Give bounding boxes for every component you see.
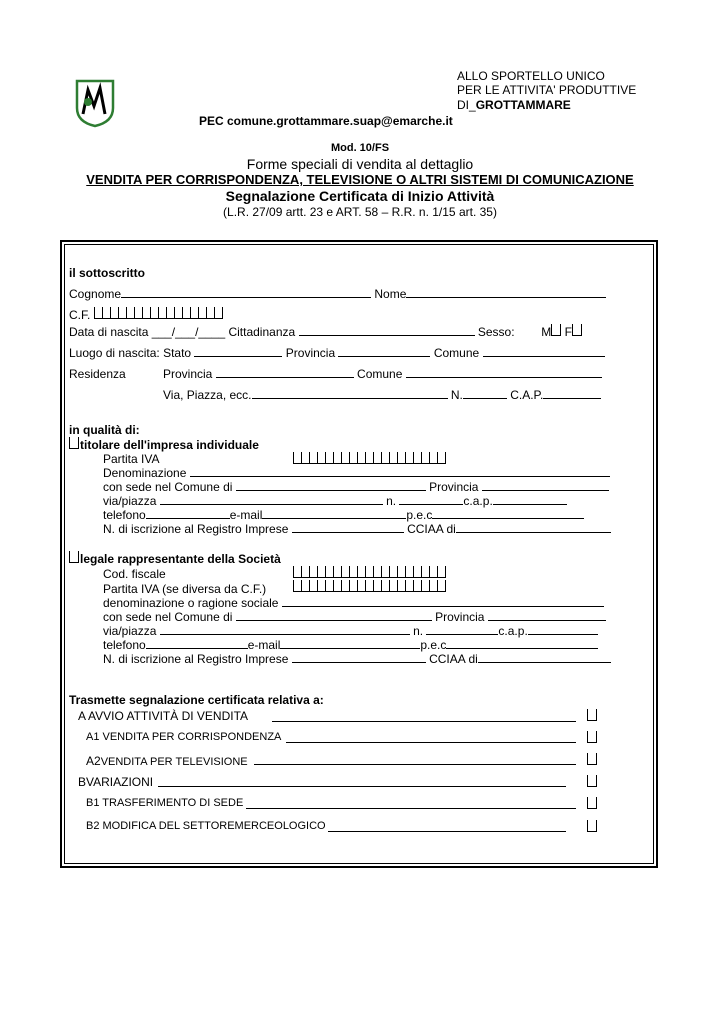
- legale-piva-boxes[interactable]: [293, 580, 446, 595]
- provincia-residenza-field[interactable]: [216, 367, 354, 378]
- legale-cap-field[interactable]: [528, 624, 598, 635]
- option-a-checkbox[interactable]: [587, 709, 597, 721]
- title-line-2: VENDITA PER CORRISPONDENZA, TELEVISIONE O ALTRI SISTEMI DI COMUNICAZIONE: [86, 172, 634, 187]
- titolare-denominazione-field[interactable]: [190, 466, 610, 477]
- sesso-f-checkbox[interactable]: [572, 324, 582, 336]
- option-a1-label: A1 VENDITA PER CORRISPONDENZA: [86, 731, 282, 743]
- option-a-line: [272, 711, 576, 722]
- titolare-telefono-field[interactable]: [146, 508, 230, 519]
- titolare-denominazione-row: Denominazione: [103, 466, 610, 480]
- residenza-label: Residenza: [69, 367, 126, 381]
- titolare-comune-field[interactable]: [236, 480, 426, 491]
- titolare-contatti-row: telefono e-mail p.e.c: [103, 508, 584, 522]
- qualita-heading: in qualità di:: [69, 423, 140, 437]
- cap-field[interactable]: [543, 388, 601, 399]
- legale-piva-label: Partita IVA (se diversa da C.F.): [103, 582, 267, 596]
- comune-residenza-field[interactable]: [406, 367, 602, 378]
- comune-name: GROTTAMMARE: [475, 98, 571, 112]
- comune-nascita-field[interactable]: [483, 346, 605, 357]
- trasmette-heading: Trasmette segnalazione certificata relativa a:: [69, 693, 324, 707]
- legale-checkbox[interactable]: [69, 551, 79, 563]
- titolare-row: titolare dell'impresa individuale: [69, 437, 259, 452]
- via-row: Via, Piazza, ecc. N. C.A.P.: [163, 388, 601, 402]
- legale-codfiscale-label: Cod. fiscale: [103, 567, 166, 581]
- option-b1-line: [246, 798, 576, 809]
- address-line-2: PER LE ATTIVITA' PRODUTTIVE: [457, 83, 637, 97]
- mod-number: Mod. 10/FS: [330, 142, 390, 154]
- option-a-label: A AVVIO ATTIVITÀ DI VENDITA: [78, 709, 249, 723]
- titolare-sede-row: con sede nel Comune di Provincia: [103, 480, 609, 494]
- cf-row: C.F.: [69, 307, 223, 322]
- legale-pec-field[interactable]: [446, 638, 598, 649]
- titolare-registro-row: N. di iscrizione al Registro Imprese CCIAA di: [103, 522, 611, 536]
- option-a2-line: [254, 754, 576, 765]
- legale-denominazione-row: denominazione o ragione sociale: [103, 596, 604, 610]
- nascita-row: Data di nascita ___/___/____ Cittadinanza Sesso: M F: [69, 324, 582, 339]
- option-b2-label: B2 MODIFICA DEL SETTOREMERCEOLOGICO: [86, 820, 326, 832]
- legale-via-field[interactable]: [160, 624, 410, 635]
- titolare-n-field[interactable]: [399, 494, 463, 505]
- option-a1-checkbox[interactable]: [587, 731, 597, 743]
- pec-address: PEC comune.grottammare.suap@emarche.it: [199, 114, 453, 128]
- legale-row: legale rappresentante della Società: [69, 551, 281, 566]
- legale-registro-row: N. di iscrizione al Registro Imprese CCIAA di: [103, 652, 611, 666]
- luogo-nascita-row: Luogo di nascita: Stato Provincia Comune: [69, 346, 605, 360]
- cittadinanza-field[interactable]: [299, 325, 475, 336]
- nome-field[interactable]: [406, 287, 606, 298]
- titolare-pec-field[interactable]: [432, 508, 584, 519]
- legale-comune-field[interactable]: [236, 610, 432, 621]
- option-b-line: [158, 776, 566, 787]
- legale-email-field[interactable]: [280, 638, 420, 649]
- titolare-via-row: via/piazza n. c.a.p.: [103, 494, 567, 508]
- option-a2-label: A2VENDITA PER TELEVISIONE: [86, 754, 248, 768]
- title-line-1: Forme speciali di vendita al dettaglio: [246, 156, 474, 172]
- cognome-row: Cognome Nome: [69, 287, 606, 301]
- provincia-nascita-field[interactable]: [338, 346, 430, 357]
- option-b-label: BVARIAZIONI: [78, 775, 154, 789]
- address-line-3: DI_GROTTAMMARE: [457, 98, 571, 112]
- sottoscritto-heading: il sottoscritto: [69, 266, 146, 280]
- legale-cciaa-field[interactable]: [478, 652, 611, 663]
- titolare-checkbox[interactable]: [69, 437, 79, 449]
- option-a1-line: [286, 732, 576, 743]
- titolare-via-field[interactable]: [160, 494, 383, 505]
- option-b1-label: B1 TRASFERIMENTO DI SEDE: [86, 797, 244, 809]
- option-b2-checkbox[interactable]: [587, 820, 597, 832]
- regione-marche-logo: [74, 78, 116, 128]
- residenza-row: Provincia Comune: [163, 367, 602, 381]
- titolare-registro-field[interactable]: [292, 522, 404, 533]
- stato-field[interactable]: [194, 346, 282, 357]
- legale-denominazione-field[interactable]: [282, 596, 604, 607]
- option-b-checkbox[interactable]: [587, 775, 597, 787]
- sesso-m-checkbox[interactable]: [551, 324, 561, 336]
- cf-boxes[interactable]: [94, 307, 223, 319]
- title-line-4: (L.R. 27/09 artt. 23 e ART. 58 – R.R. n. 1/15 art. 35): [223, 205, 497, 219]
- titolare-cap-field[interactable]: [493, 494, 567, 505]
- via-field[interactable]: [252, 388, 448, 399]
- titolare-provincia-field[interactable]: [482, 480, 609, 491]
- titolare-email-field[interactable]: [262, 508, 406, 519]
- cognome-field[interactable]: [121, 287, 371, 298]
- legale-telefono-field[interactable]: [146, 638, 248, 649]
- titolare-cciaa-field[interactable]: [456, 522, 611, 533]
- option-b2-line: [328, 821, 566, 832]
- legale-codfiscale-boxes[interactable]: [293, 566, 446, 581]
- title-line-3: Segnalazione Certificata di Inizio Attività: [225, 188, 495, 204]
- option-b1-checkbox[interactable]: [587, 797, 597, 809]
- legale-provincia-field[interactable]: [488, 610, 606, 621]
- legale-registro-field[interactable]: [292, 652, 426, 663]
- legale-n-field[interactable]: [426, 624, 498, 635]
- option-a2-checkbox[interactable]: [587, 753, 597, 765]
- titolare-piva-label: Partita IVA: [103, 452, 160, 466]
- titolare-piva-boxes[interactable]: [293, 452, 446, 467]
- legale-contatti-row: telefono e-mail p.e.c: [103, 638, 598, 652]
- legale-sede-row: con sede nel Comune di Provincia: [103, 610, 606, 624]
- numero-field[interactable]: [463, 388, 507, 399]
- legale-via-row: via/piazza n. c.a.p.: [103, 624, 598, 638]
- address-line-1: ALLO SPORTELLO UNICO: [457, 69, 605, 83]
